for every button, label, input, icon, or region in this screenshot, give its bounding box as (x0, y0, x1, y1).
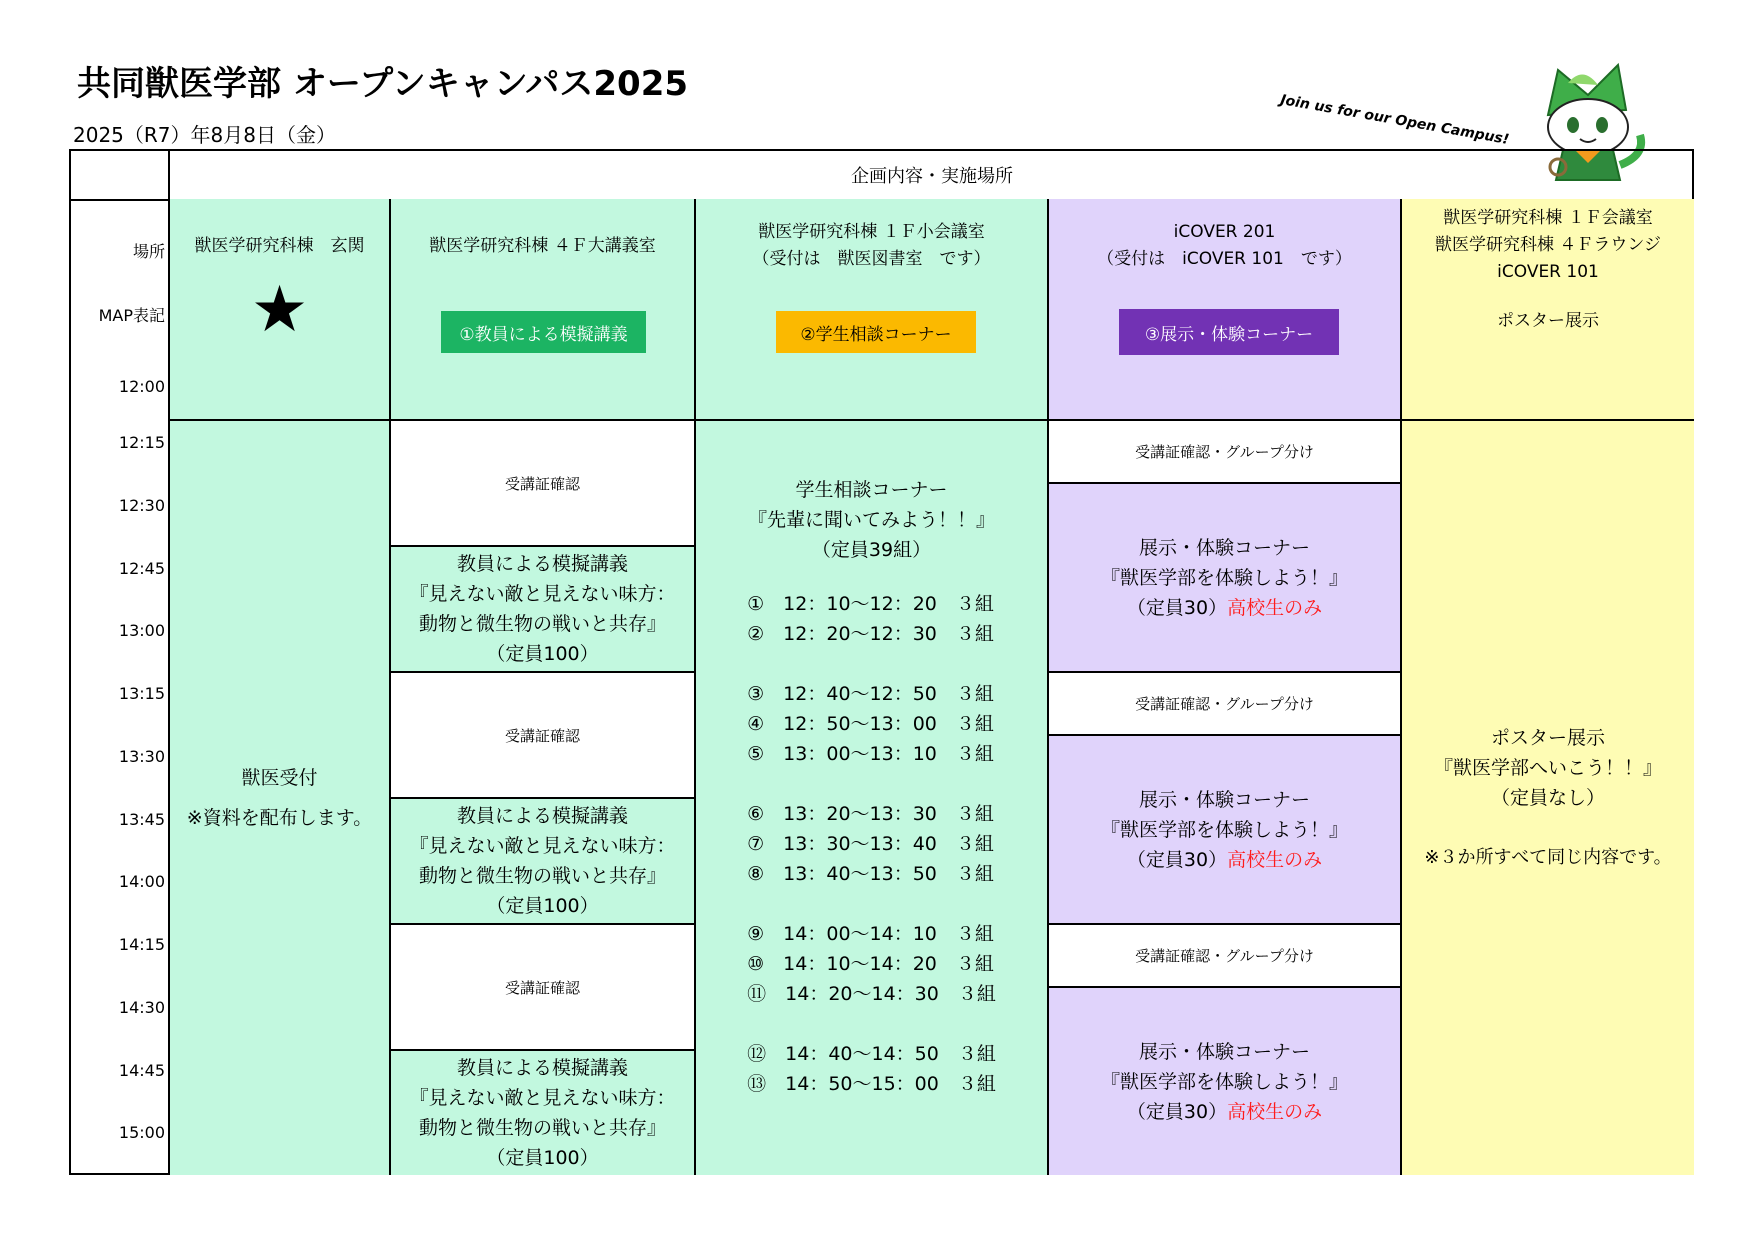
checkin-label: 受講証確認 (504, 978, 580, 997)
session-subtitle: 『見えない敵と見えない味方： (409, 1087, 676, 1109)
session-capacity: （定員100） (486, 643, 599, 665)
consult-reception: （受付は 獣医図書室 です） (752, 249, 991, 269)
event-date: 2025（R7）年8月8日（金） (73, 123, 336, 147)
icover-checkin (1049, 673, 1402, 736)
session-capacity: （定員100） (486, 895, 599, 917)
time-label: 14:00 (118, 872, 165, 891)
lecture-session (391, 1051, 696, 1175)
session-title: 展示・体験コーナー (1138, 788, 1310, 811)
time-label: 13:15 (118, 684, 165, 703)
slot-row: ⑨ 14：00〜14：10 ３組 (747, 923, 994, 945)
session-subtitle: 動物と微生物の戦いと共存』 (418, 865, 666, 887)
time-label: 13:45 (118, 810, 165, 829)
consult-location: 獣医学研究科棟 １Ｆ小会議室 (758, 222, 985, 242)
slot-row: ③ 12：40〜12：50 ３組 (747, 683, 994, 705)
poster-capacity: （定員なし） (1490, 787, 1605, 809)
row-label-map: MAP表記 (98, 306, 165, 325)
consult-header (696, 199, 1049, 421)
poster-note: ※３か所すべて同じ内容です。 (1424, 847, 1672, 868)
entrance-location: 獣医学研究科棟 玄関 (194, 236, 365, 256)
session-subtitle: 『獣医学部を体験しよう！』 (1100, 566, 1348, 589)
poster-subtitle: 『獣医学部へいこう！！』 (1433, 757, 1662, 779)
poster-label: ポスター展示 (1497, 311, 1599, 331)
slot-row: ⑥ 13：20〜13：30 ３組 (747, 803, 994, 825)
time-label: 12:30 (118, 496, 165, 515)
entrance-header (170, 199, 391, 421)
tagline: Join us for our Open Campus! (1279, 92, 1511, 149)
checkin-label: 受講証確認・グループ分け (1135, 443, 1314, 461)
corner-cell (71, 151, 169, 201)
time-label: 12:15 (118, 433, 165, 452)
row-label-place: 場所 (132, 242, 165, 261)
lecture-tag: ①教員による模擬講義 (441, 311, 646, 353)
poster-location: 獣医学研究科棟 ４Ｆラウンジ (1435, 235, 1661, 255)
checkin-label: 受講証確認・グループ分け (1135, 695, 1314, 713)
slot-row: ② 12：20〜12：30 ３組 (747, 623, 994, 645)
session-subtitle: 『見えない敵と見えない味方： (409, 835, 676, 857)
poster-body (1402, 421, 1694, 1175)
consult-tag: ②学生相談コーナー (776, 311, 976, 353)
session-subtitle: 『見えない敵と見えない味方： (409, 583, 676, 605)
session-capacity-row (1127, 593, 1322, 623)
poster-location: iCOVER 101 (1497, 262, 1599, 282)
consult-body (696, 421, 1049, 1175)
session-subtitle: 『獣医学部を体験しよう！』 (1100, 818, 1348, 841)
slot-row: ⑤ 13：00〜13：10 ３組 (747, 743, 994, 765)
session-capacity: （定員30） (1126, 596, 1228, 619)
checkin-label: 受講証確認・グループ分け (1135, 947, 1314, 965)
icover-location: iCOVER 201 (1173, 222, 1276, 242)
icover-reception: （受付は iCOVER 101 です） (1097, 249, 1352, 269)
session-capacity: （定員30） (1126, 848, 1228, 871)
time-label: 14:45 (118, 1061, 165, 1080)
lecture-checkin (391, 421, 696, 547)
lecture-checkin (391, 673, 696, 799)
page-title: 共同獣医学部 オープンキャンパス2025 (77, 64, 689, 104)
icover-checkin (1049, 421, 1402, 484)
slot-row: ⑬ 14：50〜15：00 ３組 (747, 1073, 996, 1095)
lecture-checkin (391, 925, 696, 1051)
slot-row: ① 12：10〜12：20 ３組 (747, 593, 994, 615)
session-title: 展示・体験コーナー (1138, 1040, 1310, 1063)
time-label: 14:30 (118, 998, 165, 1017)
session-subtitle: 動物と微生物の戦いと共存』 (418, 613, 666, 635)
icover-session (1049, 484, 1402, 673)
time-label: 15:00 (118, 1123, 165, 1142)
session-title: 展示・体験コーナー (1138, 536, 1310, 559)
consult-title: 学生相談コーナー (795, 479, 948, 501)
time-label: 12:45 (118, 559, 165, 578)
session-title: 教員による模擬講義 (456, 1057, 628, 1079)
session-capacity: （定員30） (1126, 1100, 1228, 1123)
high-school-only-note: 高校生のみ (1227, 848, 1323, 871)
slot-row: ⑫ 14：40〜14：50 ３組 (747, 1043, 996, 1065)
session-subtitle: 動物と微生物の戦いと共存』 (418, 1117, 666, 1139)
table-heading: 企画内容・実施場所 (168, 151, 1694, 201)
icover-checkin (1049, 925, 1402, 988)
checkin-label: 受講証確認 (504, 726, 580, 745)
lecture-location: 獣医学研究科棟 ４Ｆ大講義室 (429, 236, 656, 256)
slot-row: ⑪ 14：20〜14：30 ３組 (747, 983, 996, 1005)
consult-capacity: （定員39組） (811, 539, 932, 561)
schedule-table (69, 149, 1694, 1175)
lecture-session (391, 799, 696, 925)
entrance-title: 獣医受付 (241, 767, 318, 789)
session-title: 教員による模擬講義 (456, 553, 628, 575)
star-icon: ★ (250, 273, 309, 347)
slot-row: ⑩ 14：10〜14：20 ３組 (747, 953, 994, 975)
consult-subtitle: 『先輩に聞いてみよう！！』 (747, 509, 995, 531)
lecture-session (391, 547, 696, 673)
poster-header (1402, 199, 1694, 421)
checkin-label: 受講証確認 (504, 474, 580, 493)
session-title: 教員による模擬講義 (456, 805, 628, 827)
time-label: 13:30 (118, 747, 165, 766)
slot-row: ④ 12：50〜13：00 ３組 (747, 713, 994, 735)
high-school-only-note: 高校生のみ (1227, 596, 1323, 619)
icover-tag: ③展示・体験コーナー (1119, 309, 1339, 355)
lecture-header (391, 199, 696, 421)
entrance-body (170, 421, 391, 1175)
session-subtitle: 『獣医学部を体験しよう！』 (1100, 1070, 1348, 1093)
time-12-00: 12:00 (118, 377, 165, 396)
session-capacity-row (1127, 845, 1322, 875)
high-school-only-note: 高校生のみ (1227, 1100, 1323, 1123)
session-capacity-row (1127, 1097, 1322, 1127)
entrance-note: ※資料を配布します。 (186, 807, 373, 829)
slot-row: ⑦ 13：30〜13：40 ３組 (747, 833, 994, 855)
icover-session (1049, 736, 1402, 925)
session-capacity: （定員100） (486, 1147, 599, 1169)
icover-session (1049, 988, 1402, 1175)
slot-row: ⑧ 13：40〜13：50 ３組 (747, 863, 994, 885)
poster-title: ポスター展示 (1490, 727, 1605, 749)
time-label: 14:15 (118, 935, 165, 954)
time-label: 13:00 (118, 621, 165, 640)
poster-location: 獣医学研究科棟 １Ｆ会議室 (1443, 208, 1653, 228)
